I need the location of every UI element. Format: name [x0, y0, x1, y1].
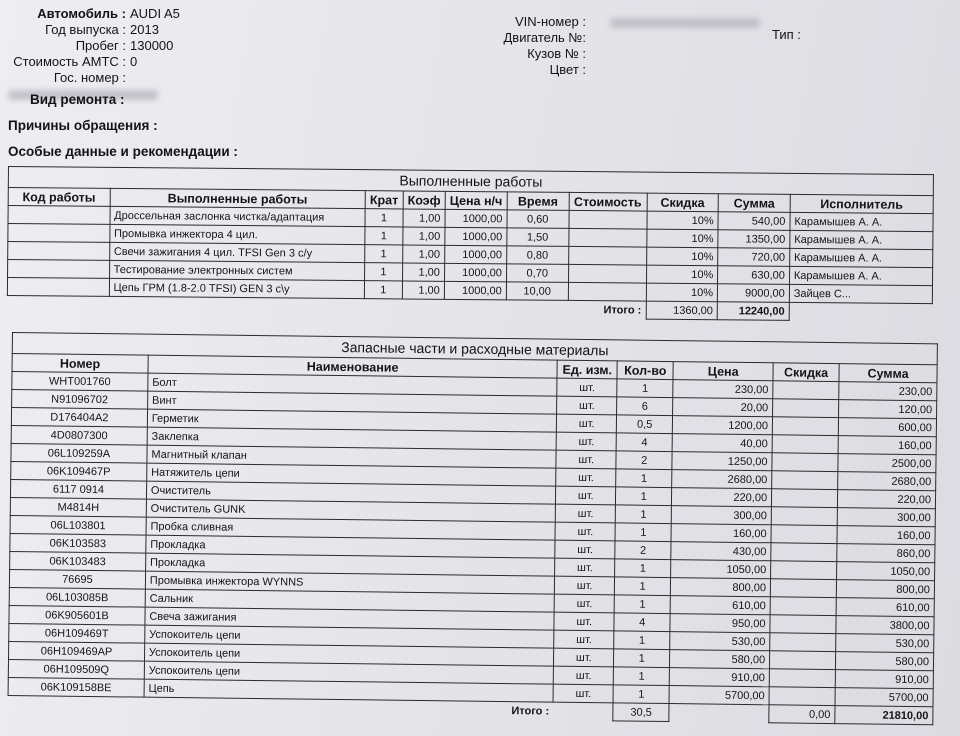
work-discount: 10% [646, 229, 718, 248]
part-discount [772, 489, 838, 508]
mileage-value: 130000 [130, 38, 174, 53]
work-code [8, 224, 110, 243]
part-name: Винт [147, 391, 557, 414]
year-label: Год выпуска : [45, 22, 126, 37]
part-discount [770, 615, 836, 634]
part-qty: 1 [613, 685, 669, 704]
vin-redacted [610, 18, 760, 28]
part-discount [771, 507, 837, 526]
part-qty: 0,5 [617, 415, 673, 434]
part-sum: 220,00 [837, 490, 935, 509]
part-qty: 1 [616, 487, 672, 506]
part-sum: 2500,00 [838, 454, 936, 473]
work-discount: 10% [646, 247, 718, 266]
part-unit: шт. [556, 486, 616, 505]
part-price: 430,00 [671, 542, 771, 561]
part-price: 20,00 [673, 398, 773, 417]
part-number: 06K103483 [10, 551, 146, 571]
works-column-header: Скидка [647, 193, 719, 212]
work-sum: 540,00 [718, 212, 790, 231]
work-name: Промывка инжектора 4 цил. [109, 224, 364, 244]
part-price: 5700,00 [669, 686, 769, 705]
part-name: Прокладка [145, 553, 555, 576]
part-sum: 3800,00 [836, 616, 934, 635]
part-name: Прокладка [146, 535, 556, 558]
work-time: 10,00 [506, 282, 568, 301]
mileage-label: Пробег : [75, 38, 126, 53]
part-qty: 6 [617, 397, 673, 416]
part-discount [773, 399, 839, 418]
part-qty: 1 [614, 595, 670, 614]
part-unit: шт. [556, 432, 616, 451]
part-number: 06K109158BE [8, 677, 144, 697]
work-worker: Зайцев С... [789, 284, 932, 303]
cost-value: 0 [130, 54, 138, 69]
part-price: 300,00 [671, 506, 771, 525]
work-sum: 630,00 [718, 266, 790, 285]
color-label: Цвет : [549, 62, 586, 77]
part-unit: шт. [555, 540, 615, 559]
parts-title: Запасные части и расходные материалы [12, 333, 937, 365]
parts-column-header: Кол-во [617, 361, 673, 380]
works-column-header: Выполненные работы [110, 188, 365, 208]
part-price: 580,00 [670, 650, 770, 669]
work-price: 1000,00 [445, 209, 507, 228]
part-price: 2680,00 [672, 470, 772, 489]
work-krat: 1 [364, 281, 402, 299]
work-name: Свечи зажигания 4 цил. TFSI Gen 3 с/у [109, 242, 364, 262]
work-code [8, 260, 110, 279]
header-middle [470, 14, 770, 78]
part-number: 06H109469T [9, 623, 145, 643]
part-number: 06L103801 [10, 515, 146, 535]
work-code [8, 242, 110, 261]
works-total-sum: 12240,00 [717, 302, 789, 321]
works-column-header: Крат [365, 191, 403, 209]
reason-label: Причины обращения : [8, 118, 158, 133]
work-krat: 1 [364, 263, 402, 281]
works-column-header: Коэф [403, 191, 445, 209]
work-sum: 9000,00 [718, 284, 790, 303]
parts-total-sum: 21810,00 [835, 706, 933, 725]
part-qty: 1 [614, 631, 670, 650]
part-number: 76695 [9, 569, 145, 589]
part-discount [770, 651, 836, 670]
body-label: Кузов № : [527, 46, 586, 61]
part-qty: 2 [616, 451, 672, 470]
part-name: Очиститель GUNK [146, 499, 556, 522]
work-name: Цепь ГРМ (1.8-2.0 TFSI) GEN 3 с\у [109, 278, 364, 298]
part-qty: 1 [615, 505, 671, 524]
part-price: 910,00 [669, 668, 769, 687]
work-cost [568, 282, 646, 301]
works-column-header: Сумма [718, 194, 790, 213]
part-number: WHT001760 [12, 372, 148, 392]
part-sum: 910,00 [835, 670, 933, 689]
part-price: 160,00 [671, 524, 771, 543]
vin-label: VIN-номер : [514, 14, 586, 29]
part-unit: шт. [555, 558, 615, 577]
work-time: 1,50 [507, 228, 569, 247]
part-unit: шт. [555, 522, 615, 541]
part-discount [772, 453, 838, 472]
works-column-header: Код работы [8, 188, 110, 207]
part-price: 1200,00 [673, 416, 773, 435]
work-name: Дроссельная заслонка чистка/адаптация [110, 206, 365, 226]
part-sum: 860,00 [837, 544, 935, 563]
part-qty: 1 [614, 649, 670, 668]
parts-total-label: Итого : [511, 704, 550, 718]
part-number: N91096702 [12, 390, 148, 410]
parts-table [7, 332, 938, 725]
work-discount: 10% [646, 283, 718, 302]
work-krat: 1 [365, 245, 403, 263]
parts-total-qty: 30,5 [613, 703, 669, 722]
part-discount [770, 633, 836, 652]
part-sum: 800,00 [836, 580, 934, 599]
work-time: 0,60 [507, 210, 569, 229]
plate-label: Гос. номер : [53, 70, 126, 85]
part-number: 4D0807300 [11, 425, 147, 445]
parts-column-header: Скидка [773, 363, 839, 382]
works-column-header: Исполнитель [790, 194, 933, 213]
part-sum: 5700,00 [835, 688, 933, 707]
part-name: Успокоитель цепи [144, 643, 554, 666]
part-number: 06K103583 [10, 533, 146, 553]
work-koef: 1,00 [402, 263, 444, 281]
work-cost [568, 246, 646, 265]
part-qty: 1 [617, 379, 673, 398]
work-name: Тестирование электронных систем [109, 260, 364, 280]
part-discount [772, 417, 838, 436]
work-krat: 1 [365, 209, 403, 227]
works-total-discount: 1360,00 [646, 301, 718, 320]
works-table [7, 166, 934, 322]
part-qty: 4 [614, 613, 670, 632]
part-name: Натяжитель цепи [147, 463, 557, 486]
engine-label: Двигатель №: [503, 30, 586, 45]
repair-type-label: Вид ремонта : [30, 92, 125, 107]
work-cost [569, 210, 647, 229]
work-sum: 1350,00 [718, 230, 790, 249]
part-price: 950,00 [670, 614, 770, 633]
work-price: 1000,00 [445, 245, 507, 264]
work-krat: 1 [365, 227, 403, 245]
work-code [7, 278, 109, 297]
part-price: 610,00 [670, 596, 770, 615]
part-name: Свеча зажигания [145, 607, 555, 630]
work-time: 0,80 [506, 246, 568, 265]
part-sum: 2680,00 [838, 472, 936, 491]
part-unit: шт. [557, 378, 617, 397]
parts-column-header: Цена [673, 362, 773, 381]
part-discount [771, 561, 837, 580]
part-name: Цепь [144, 679, 554, 702]
part-name: Герметик [147, 409, 557, 432]
work-price: 1000,00 [444, 281, 506, 300]
part-number: 06H109469AP [8, 641, 144, 661]
part-price: 230,00 [673, 380, 773, 399]
part-price: 1050,00 [671, 560, 771, 579]
part-name: Магнитный клапан [147, 445, 557, 468]
year-value: 2013 [130, 22, 159, 37]
part-qty: 1 [613, 667, 669, 686]
part-discount [769, 687, 835, 706]
header-left [4, 6, 204, 102]
type-label: Тип : [772, 27, 801, 42]
part-qty: 1 [615, 523, 671, 542]
part-name: Болт [148, 373, 558, 396]
part-number: 06H109509Q [8, 659, 144, 679]
part-qty: 1 [615, 577, 671, 596]
part-unit: шт. [553, 666, 613, 685]
part-unit: шт. [557, 396, 617, 415]
works-column-header: Время [507, 192, 569, 211]
work-code [8, 206, 110, 225]
part-discount [771, 525, 837, 544]
part-sum: 1050,00 [837, 562, 935, 581]
works-title: Выполненные работы [8, 167, 933, 196]
works-column-header: Цена н/ч [445, 191, 507, 210]
part-name: Очиститель [146, 481, 556, 504]
part-unit: шт. [555, 504, 615, 523]
part-unit: шт. [557, 414, 617, 433]
part-sum: 600,00 [838, 418, 936, 437]
part-sum: 230,00 [839, 382, 937, 401]
part-number: D176404A2 [11, 408, 147, 428]
part-number: M4814H [10, 497, 146, 517]
part-qty: 1 [615, 559, 671, 578]
part-unit: шт. [554, 612, 614, 631]
part-unit: шт. [555, 576, 615, 595]
part-unit: шт. [554, 630, 614, 649]
work-cost [568, 228, 646, 247]
parts-column-header: Номер [12, 354, 148, 374]
part-number: 6117 0914 [10, 479, 146, 499]
part-name: Заклепка [147, 427, 557, 450]
work-worker: Карамышев А. А. [789, 266, 932, 285]
parts-column-header: Наименование [148, 355, 558, 378]
work-time: 0,70 [506, 264, 568, 283]
work-discount: 10% [646, 265, 718, 284]
part-name: Успокоитель цепи [144, 661, 554, 684]
part-name: Сальник [145, 589, 555, 612]
work-sum: 720,00 [718, 248, 790, 267]
work-price: 1000,00 [444, 263, 506, 282]
part-qty: 2 [615, 541, 671, 560]
works-column-header: Стоимость [569, 192, 647, 211]
part-number: 06K109467P [11, 461, 147, 481]
part-name: Успокоитель цепи [145, 625, 555, 648]
part-discount [770, 579, 836, 598]
part-number: 06L109259A [11, 443, 147, 463]
works-total-label: Итого : [603, 303, 642, 317]
part-sum: 300,00 [837, 508, 935, 527]
part-price: 1250,00 [672, 452, 772, 471]
part-sum: 120,00 [839, 400, 937, 419]
part-discount [772, 471, 838, 490]
work-worker: Карамышев А. А. [790, 248, 933, 267]
part-unit: шт. [556, 450, 616, 469]
car-value: AUDI A5 [130, 6, 180, 21]
part-discount [771, 543, 837, 562]
part-sum: 580,00 [835, 652, 933, 671]
work-koef: 1,00 [402, 281, 444, 299]
car-label: Автомобиль : [37, 6, 126, 21]
part-name: Промывка инжектора WYNNS [145, 571, 555, 594]
cost-label: Стоимость АМТС : [13, 54, 126, 69]
work-worker: Карамышев А. А. [790, 230, 933, 249]
work-worker: Карамышев А. А. [790, 212, 933, 231]
part-number: 06K905601B [9, 605, 145, 625]
part-name: Пробка сливная [146, 517, 556, 540]
part-unit: шт. [553, 684, 613, 703]
part-number: 06L103085B [9, 587, 145, 607]
part-sum: 160,00 [837, 526, 935, 545]
part-qty: 4 [616, 433, 672, 452]
part-sum: 610,00 [836, 598, 934, 617]
work-koef: 1,00 [403, 227, 445, 245]
special-data-label: Особые данные и рекомендации : [8, 144, 238, 159]
parts-column-header: Сумма [839, 364, 937, 383]
part-sum: 530,00 [836, 634, 934, 653]
part-price: 220,00 [672, 488, 772, 507]
work-price: 1000,00 [445, 227, 507, 246]
part-discount [770, 597, 836, 616]
part-unit: шт. [554, 648, 614, 667]
part-price: 530,00 [670, 632, 770, 651]
work-cost [568, 264, 646, 283]
parts-total-discount: 0,00 [769, 705, 835, 724]
part-qty: 1 [616, 469, 672, 488]
part-unit: шт. [554, 594, 614, 613]
work-koef: 1,00 [403, 245, 445, 263]
part-discount [769, 669, 835, 688]
part-unit: шт. [556, 468, 616, 487]
work-discount: 10% [647, 211, 719, 230]
part-price: 800,00 [671, 578, 771, 597]
part-price: 40,00 [672, 434, 772, 453]
part-sum: 160,00 [838, 436, 936, 455]
work-koef: 1,00 [403, 209, 445, 227]
part-discount [772, 435, 838, 454]
part-discount [773, 381, 839, 400]
parts-column-header: Ед. изм. [557, 360, 617, 379]
